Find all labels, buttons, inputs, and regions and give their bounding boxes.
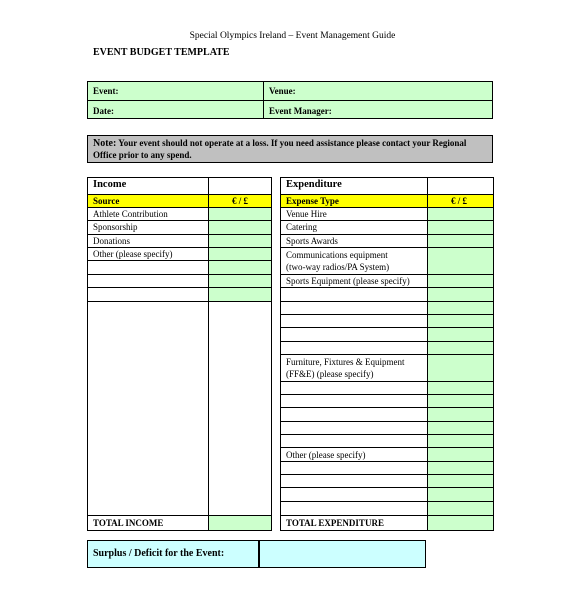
income-title: Income bbox=[93, 179, 127, 190]
note-text: Your event should not operate at a loss. If you need assistance please contact your Regional Office prior to any spend. bbox=[93, 138, 467, 160]
expense-row-label: (two-way radios/PA System) bbox=[286, 262, 390, 272]
expenditure-table bbox=[280, 177, 494, 531]
surplus-deficit-label: Surplus / Deficit for the Event: bbox=[93, 548, 225, 559]
guide-title: Special Olympics Ireland – Event Management Guide bbox=[189, 31, 396, 41]
expense-row-label: Sports Equipment (please specify) bbox=[286, 276, 410, 286]
income-table bbox=[87, 177, 272, 531]
note-label: Note: bbox=[93, 138, 117, 149]
expense-row-label: Furniture, Fixtures & Equipment bbox=[286, 357, 405, 367]
date-label[interactable]: Date: bbox=[93, 106, 114, 116]
surplus-deficit-value-field[interactable] bbox=[258, 541, 425, 567]
event-info-box bbox=[87, 81, 493, 119]
event-manager-label[interactable]: Event Manager: bbox=[269, 106, 332, 116]
template-title: EVENT BUDGET TEMPLATE bbox=[93, 47, 230, 58]
income-row-label: Athlete Contribution bbox=[93, 209, 168, 219]
expense-row-label: Other (please specify) bbox=[286, 450, 366, 460]
total-income-label: TOTAL INCOME bbox=[93, 518, 164, 528]
expenditure-title: Expenditure bbox=[286, 179, 342, 190]
income-source-header: Source bbox=[93, 196, 120, 206]
income-currency-header: € / £ bbox=[232, 196, 249, 206]
expense-row-label: Venue Hire bbox=[286, 209, 327, 219]
total-expenditure-label: TOTAL EXPENDITURE bbox=[286, 518, 384, 528]
income-row-label: Other (please specify) bbox=[93, 249, 173, 259]
expense-row-label: Catering bbox=[286, 222, 317, 232]
expense-row-label: Sports Awards bbox=[286, 236, 338, 246]
income-row-label: Donations bbox=[93, 236, 130, 246]
event-label[interactable]: Event: bbox=[93, 86, 119, 96]
note-box bbox=[87, 135, 493, 163]
surplus-deficit-box bbox=[87, 540, 426, 568]
expense-row-label: Communications equipment bbox=[286, 250, 388, 260]
expense-currency-header: € / £ bbox=[451, 196, 468, 206]
venue-label[interactable]: Venue: bbox=[269, 86, 296, 96]
expense-row-label: (FF&E) (please specify) bbox=[286, 369, 374, 379]
expense-type-header: Expense Type bbox=[286, 196, 339, 206]
income-row-label: Sponsorship bbox=[93, 222, 138, 232]
